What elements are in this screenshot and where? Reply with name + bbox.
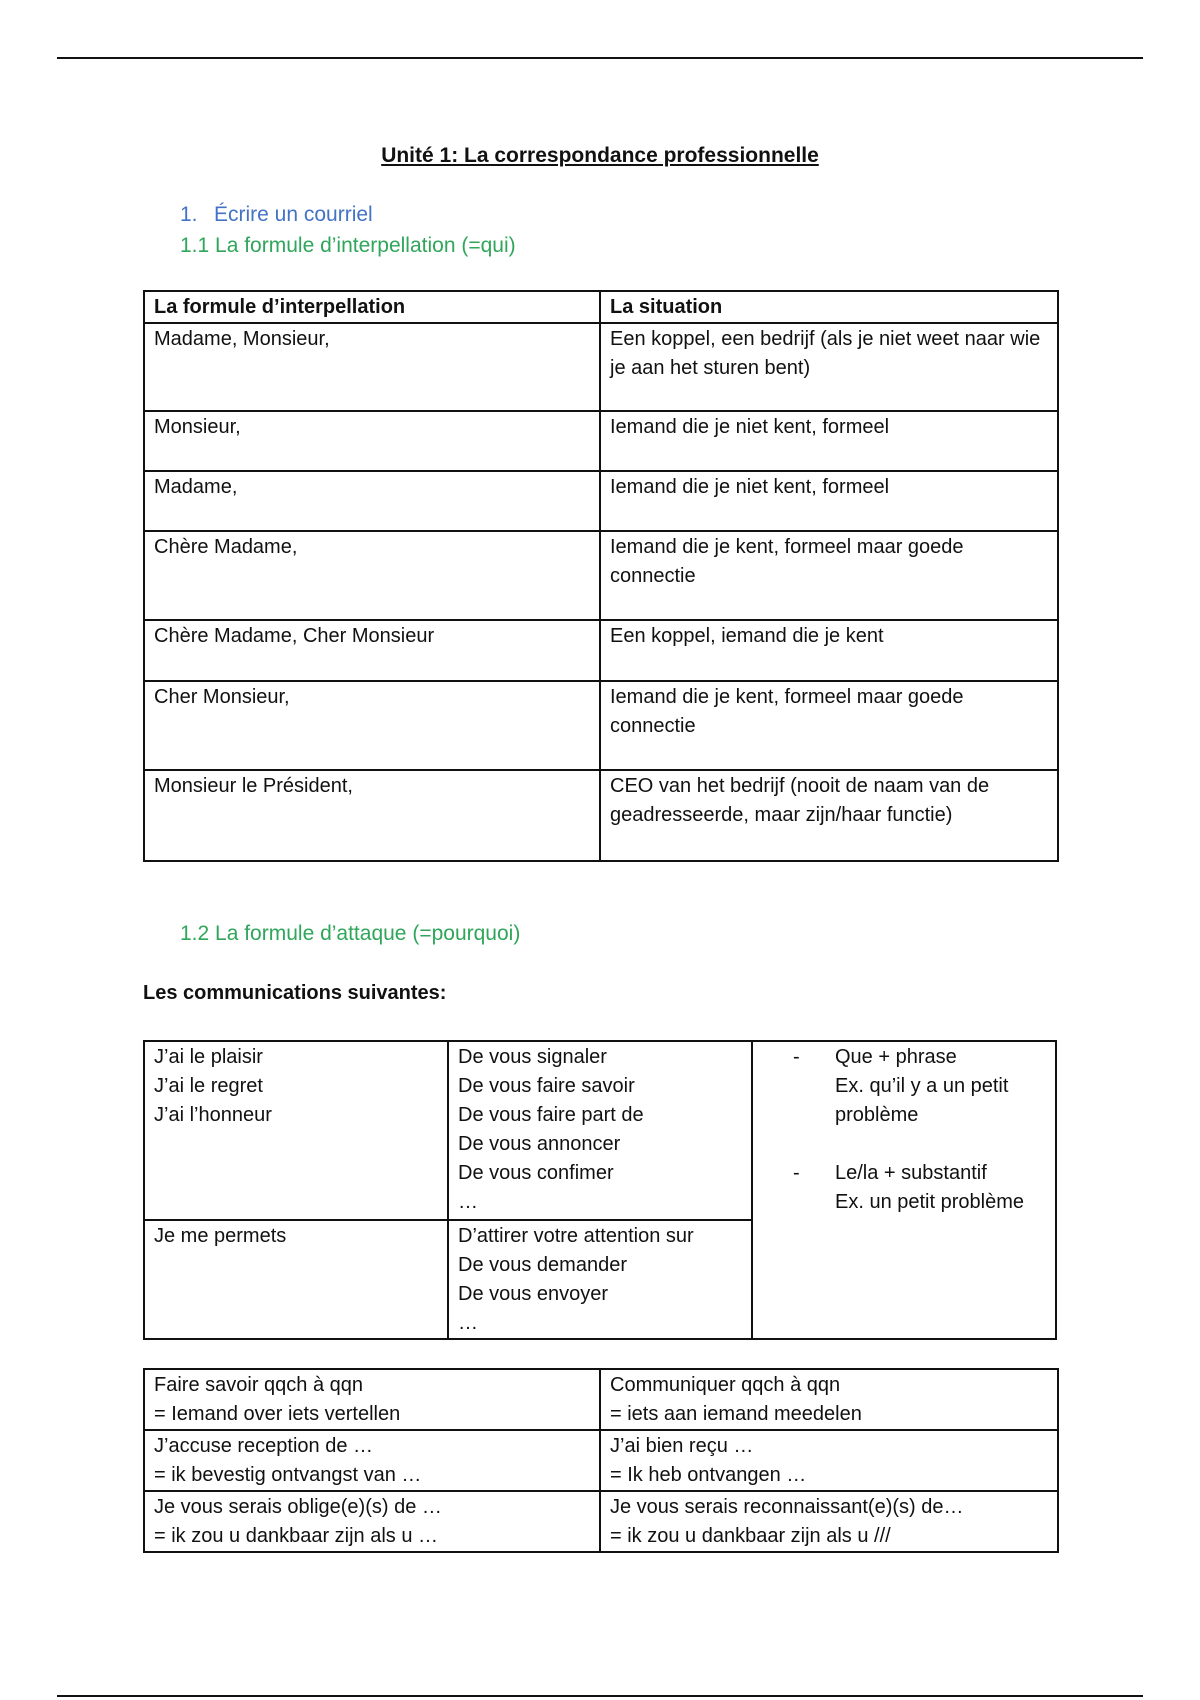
cell-line: De vous demander bbox=[458, 1254, 627, 1276]
cell-line: = ik bevestig ontvangst van … bbox=[154, 1464, 422, 1486]
table-cell: Cher Monsieur, bbox=[144, 681, 600, 770]
cell-line: J’ai le regret bbox=[154, 1075, 263, 1097]
cell-line: De vous envoyer bbox=[458, 1283, 609, 1305]
table-cell bbox=[448, 1220, 752, 1339]
table-row bbox=[144, 1369, 1058, 1430]
cell-line: Faire savoir qqch à qqn bbox=[154, 1374, 364, 1396]
table-cell: Iemand die je niet kent, formeel bbox=[600, 471, 1058, 531]
cell-line: De vous annoncer bbox=[458, 1133, 621, 1155]
expressions-table bbox=[143, 1368, 1059, 1553]
note-line: Le/la + substantif bbox=[835, 1162, 987, 1184]
section-label: Écrire un courriel bbox=[214, 203, 373, 226]
column-header: La formule d’interpellation bbox=[144, 291, 600, 323]
table-cell bbox=[600, 1491, 1058, 1552]
note-item bbox=[793, 1159, 1043, 1217]
cell-line: De vous confimer bbox=[458, 1162, 614, 1184]
table-cell bbox=[144, 1491, 600, 1552]
cell-line: J’ai bien reçu … bbox=[610, 1435, 754, 1457]
cell-line: De vous faire savoir bbox=[458, 1075, 635, 1097]
cell-line: = ik zou u dankbaar zijn als u /// bbox=[610, 1525, 891, 1547]
note-line: Ex. un petit problème bbox=[835, 1191, 1024, 1213]
table-cell bbox=[600, 1430, 1058, 1491]
table-cell: Een koppel, een bedrijf (als je niet weet naar wie je aan het sturen bent) bbox=[600, 323, 1058, 411]
note-item bbox=[793, 1043, 1043, 1130]
cell-line: = Ik heb ontvangen … bbox=[610, 1464, 807, 1486]
cell-line: = iets aan iemand meedelen bbox=[610, 1403, 862, 1425]
cell-line: = ik zou u dankbaar zijn als u … bbox=[154, 1525, 439, 1547]
table-cell bbox=[144, 1041, 448, 1220]
subsection-heading-1-1: 1.1 La formule d’interpellation (=qui) bbox=[180, 234, 516, 257]
cell-line: Je vous serais reconnaissant(e)(s) de… bbox=[610, 1496, 964, 1518]
cell-line: = Iemand over iets vertellen bbox=[154, 1403, 401, 1425]
cell-line: D’attirer votre attention sur bbox=[458, 1225, 694, 1247]
table-cell: Chère Madame, Cher Monsieur bbox=[144, 620, 600, 681]
bottom-rule bbox=[57, 1695, 1143, 1697]
dash-bullet: - bbox=[793, 1162, 800, 1184]
table-cell: Chère Madame, bbox=[144, 531, 600, 620]
table-row bbox=[144, 770, 1058, 861]
notes-cell bbox=[752, 1041, 1056, 1339]
table-cell: Madame, bbox=[144, 471, 600, 531]
cell-line: … bbox=[458, 1191, 478, 1213]
table-row bbox=[144, 323, 1058, 411]
table-row bbox=[144, 1041, 1056, 1220]
cell-line: De vous signaler bbox=[458, 1046, 607, 1068]
page-title: Unité 1: La correspondance professionnelle bbox=[381, 144, 819, 167]
table-cell: Monsieur, bbox=[144, 411, 600, 471]
table-cell: Iemand die je kent, formeel maar goede connectie bbox=[600, 531, 1058, 620]
note-line: Ex. qu’il y a un petit problème bbox=[835, 1075, 1014, 1126]
table-header-row bbox=[144, 291, 1058, 323]
table-cell: CEO van het bedrijf (nooit de naam van de geadresseerde, maar zijn/haar functie) bbox=[600, 770, 1058, 861]
table-row bbox=[144, 471, 1058, 531]
table-row bbox=[144, 411, 1058, 471]
section-heading-1 bbox=[180, 203, 373, 227]
note-line: Que + phrase bbox=[835, 1046, 957, 1068]
table-row bbox=[144, 620, 1058, 681]
cell-line: Je vous serais oblige(e)(s) de … bbox=[154, 1496, 442, 1518]
table-cell bbox=[600, 1369, 1058, 1430]
table-cell bbox=[448, 1041, 752, 1220]
subsection-heading-1-2: 1.2 La formule d’attaque (=pourquoi) bbox=[180, 922, 521, 945]
cell-line: Je me permets bbox=[154, 1225, 287, 1247]
cell-line: J’accuse reception de … bbox=[154, 1435, 374, 1457]
table-row bbox=[144, 531, 1058, 620]
table-cell bbox=[144, 1369, 600, 1430]
table-cell bbox=[144, 1220, 448, 1339]
attack-formula-table bbox=[143, 1040, 1057, 1340]
cell-line: De vous faire part de bbox=[458, 1104, 644, 1126]
table-cell: Monsieur le Président, bbox=[144, 770, 600, 861]
table-row bbox=[144, 681, 1058, 770]
table-cell: Madame, Monsieur, bbox=[144, 323, 600, 411]
table-cell: Iemand die je kent, formeel maar goede connectie bbox=[600, 681, 1058, 770]
column-header: La situation bbox=[600, 291, 1058, 323]
communications-heading: Les communications suivantes: bbox=[143, 982, 447, 1004]
dash-bullet: - bbox=[793, 1046, 800, 1068]
table-row bbox=[144, 1430, 1058, 1491]
table-cell: Een koppel, iemand die je kent bbox=[600, 620, 1058, 681]
cell-line: J’ai l’honneur bbox=[154, 1104, 272, 1126]
cell-line: J’ai le plaisir bbox=[154, 1046, 263, 1068]
cell-line: Communiquer qqch à qqn bbox=[610, 1374, 841, 1396]
table-row bbox=[144, 1491, 1058, 1552]
top-rule bbox=[57, 57, 1143, 59]
table-cell: Iemand die je niet kent, formeel bbox=[600, 411, 1058, 471]
section-number: 1. bbox=[180, 203, 198, 226]
cell-line: … bbox=[458, 1312, 478, 1334]
interpellation-table bbox=[143, 290, 1059, 862]
table-cell bbox=[144, 1430, 600, 1491]
